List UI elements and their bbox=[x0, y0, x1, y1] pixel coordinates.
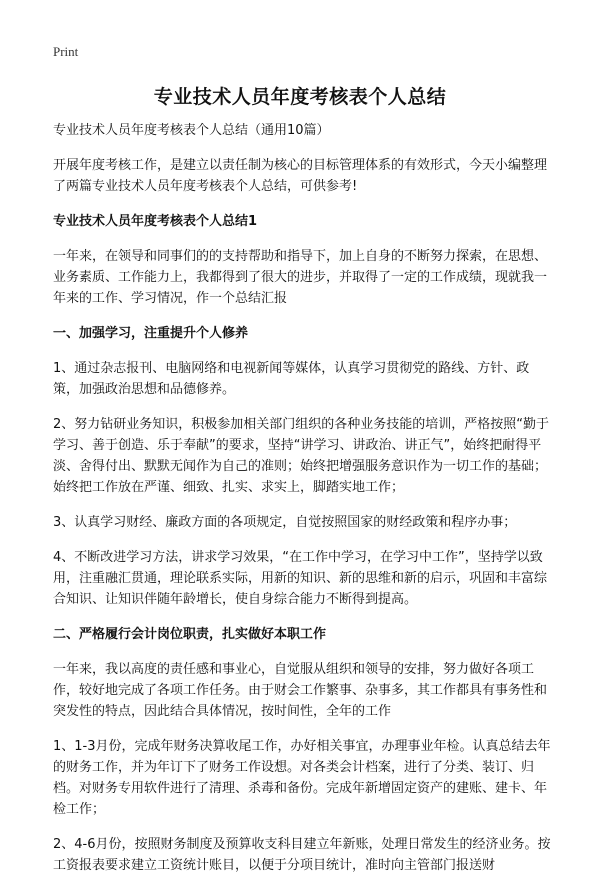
part2-intro-paragraph: 一年来，我以高度的责任感和事业心，自觉服从组织和领导的安排，努力做好各项工作，较好地完成了各项工作任务。由于财会工作繁事、杂事多，其工作都具有事务性和突发性的特点，因此结合具体情况，按时间性，全年的工作 bbox=[53, 662, 548, 719]
intro-paragraph: 开展年度考核工作，是建立以责任制为核心的目标管理体系的有效形式，今天小编整理了两篇专业技术人员年度考核表个人总结，可供参考! bbox=[53, 158, 548, 194]
list-item: 1、1-3月份，完成年财务决算收尾工作，办好相关事宜，办理事业年检。认真总结去年的财务工作，并为年订下了财务工作设想。对各类会计档案，进行了分类、装订、归档。对财务专用软件进行了清理、杀毒和备份。完成年新增固定资产的建账、建卡、年检工作； bbox=[53, 739, 551, 817]
section-heading: 专业技术人员年度考核表个人总结1 bbox=[53, 214, 258, 229]
list-item: 2、努力钻研业务知识，积极参加相关部门组织的各种业务技能的培训，严格按照“勤于学习、善于创造、乐于奉献”的要求，坚持“讲学习、讲政治、讲正气”，始终把耐得平淡、舍得付出、默默无闻作为自己的准则；始终把增强服务意识作为一切工作的基础；始终把工作放在严谨、细致、扎实、求实上，脚踏实地工作； bbox=[53, 417, 550, 495]
print-label[interactable]: Print bbox=[53, 44, 79, 59]
page-title: 专业技术人员年度考核表个人总结 bbox=[153, 86, 447, 108]
part2-heading: 二、严格履行会计岗位职责，扎实做好本职工作 bbox=[53, 627, 327, 642]
list-item: 3、认真学习财经、廉政方面的各项规定，自觉按照国家的财经政策和程序办事； bbox=[53, 515, 517, 530]
section-intro-paragraph: 一年来，在领导和同事们的的支持帮助和指导下，加上自身的不断努力探索，在思想、业务素质、工作能力上，我都得到了很大的进步，并取得了一定的工作成绩，现就我一年来的工作、学习情况，作一个总结汇报 bbox=[53, 249, 548, 306]
list-item: 1、通过杂志报刊、电脑网络和电视新闻等媒体，认真学习贯彻党的路线、方针、政策，加强政治思想和品德修养。 bbox=[53, 361, 530, 397]
list-item: 4、不断改进学习方法，讲求学习效果，“在工作中学习，在学习中工作”，坚持学以致用，注重融汇贯通，理论联系实际，用新的知识、新的思维和新的启示，巩固和丰富综合知识、让知识伴随年龄增长，使自身综合能力不断得到提高。 bbox=[53, 550, 548, 607]
document-subtitle: 专业技术人员年度考核表个人总结（通用10篇） bbox=[53, 123, 330, 138]
part1-heading: 一、加强学习，注重提升个人修养 bbox=[53, 326, 249, 341]
list-item: 2、4-6月份，按照财务制度及预算收支科目建立年新账，处理日常发生的经济业务。按工资报表要求建立工资统计账目，以便于分项目统计，准时向主管部门报送财 bbox=[53, 837, 551, 873]
document-body bbox=[53, 120, 553, 890]
